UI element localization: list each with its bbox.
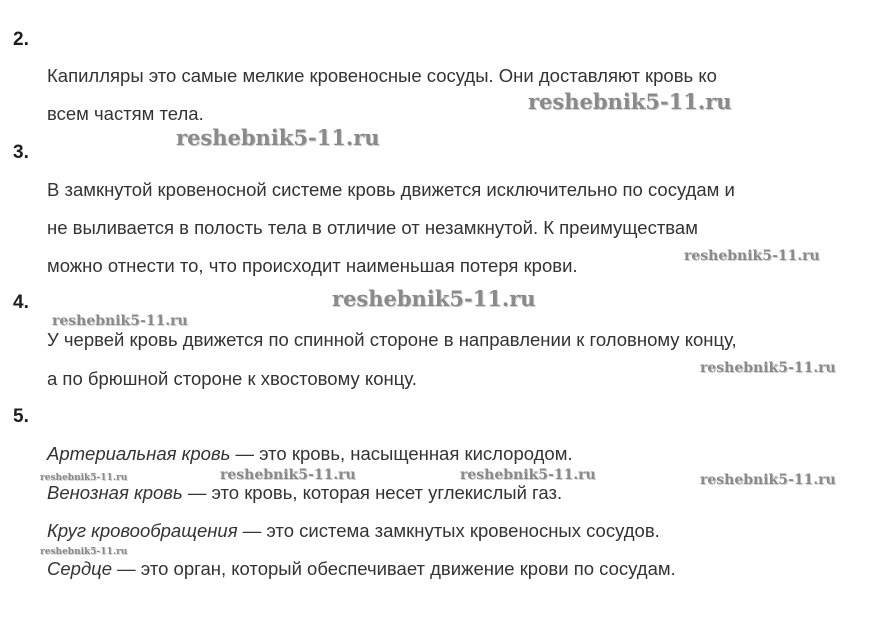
section-2-line-2: всем частям тела. <box>47 103 204 124</box>
term-label: Сердце <box>47 558 113 579</box>
section-number-4: 4. <box>13 292 29 313</box>
watermark: reshebnik5-11.ru <box>332 286 536 311</box>
section-4-line-2: а по брюшной стороне к хвостовому концу. <box>47 368 417 389</box>
watermark: reshebnik5-11.ru <box>460 467 596 483</box>
watermark: reshebnik5-11.ru <box>528 89 732 114</box>
definition-venous-blood <box>47 482 562 504</box>
section-number-3: 3. <box>13 142 29 163</box>
section-3-line-1: В замкнутой кровеносной системе кровь движется исключительно по сосудам и <box>47 179 735 200</box>
definition-text: — это орган, который обеспечивает движение крови по сосудам. <box>112 558 676 579</box>
watermark: reshebnik5-11.ru <box>684 248 820 264</box>
section-3-line-3: можно отнести то, что происходит наименьшая потеря крови. <box>47 255 578 276</box>
section-2-line-1: Капилляры это самые мелкие кровеносные сосуды. Они доставляют кровь ко <box>47 65 717 86</box>
watermark: reshebnik5-11.ru <box>40 473 128 483</box>
watermark: reshebnik5-11.ru <box>52 313 188 329</box>
definition-text: — это кровь, которая несет углекислый газ. <box>182 482 563 503</box>
definition-circulation-circle <box>47 520 660 542</box>
watermark: reshebnik5-11.ru <box>40 547 128 557</box>
term-label: Круг кровообращения <box>47 520 238 541</box>
watermark: reshebnik5-11.ru <box>700 360 836 376</box>
section-number-2: 2. <box>13 29 29 50</box>
definition-heart <box>47 558 676 580</box>
term-label: Артериальная кровь <box>47 443 231 464</box>
section-4-line-1: У червей кровь движется по спинной стороне в направлении к головному концу, <box>47 329 737 350</box>
watermark: reshebnik5-11.ru <box>220 467 356 483</box>
section-3-line-2: не выливается в полость тела в отличие от незамкнутой. К преимуществам <box>47 217 698 238</box>
definition-text: — это кровь, насыщенная кислородом. <box>230 443 573 464</box>
section-number-5: 5. <box>13 406 29 427</box>
watermark: reshebnik5-11.ru <box>176 125 380 150</box>
definition-arterial-blood <box>47 443 573 465</box>
term-label: Венозная кровь <box>47 482 183 503</box>
definition-text: — это система замкнутых кровеносных сосудов. <box>237 520 660 541</box>
watermark: reshebnik5-11.ru <box>700 472 836 488</box>
